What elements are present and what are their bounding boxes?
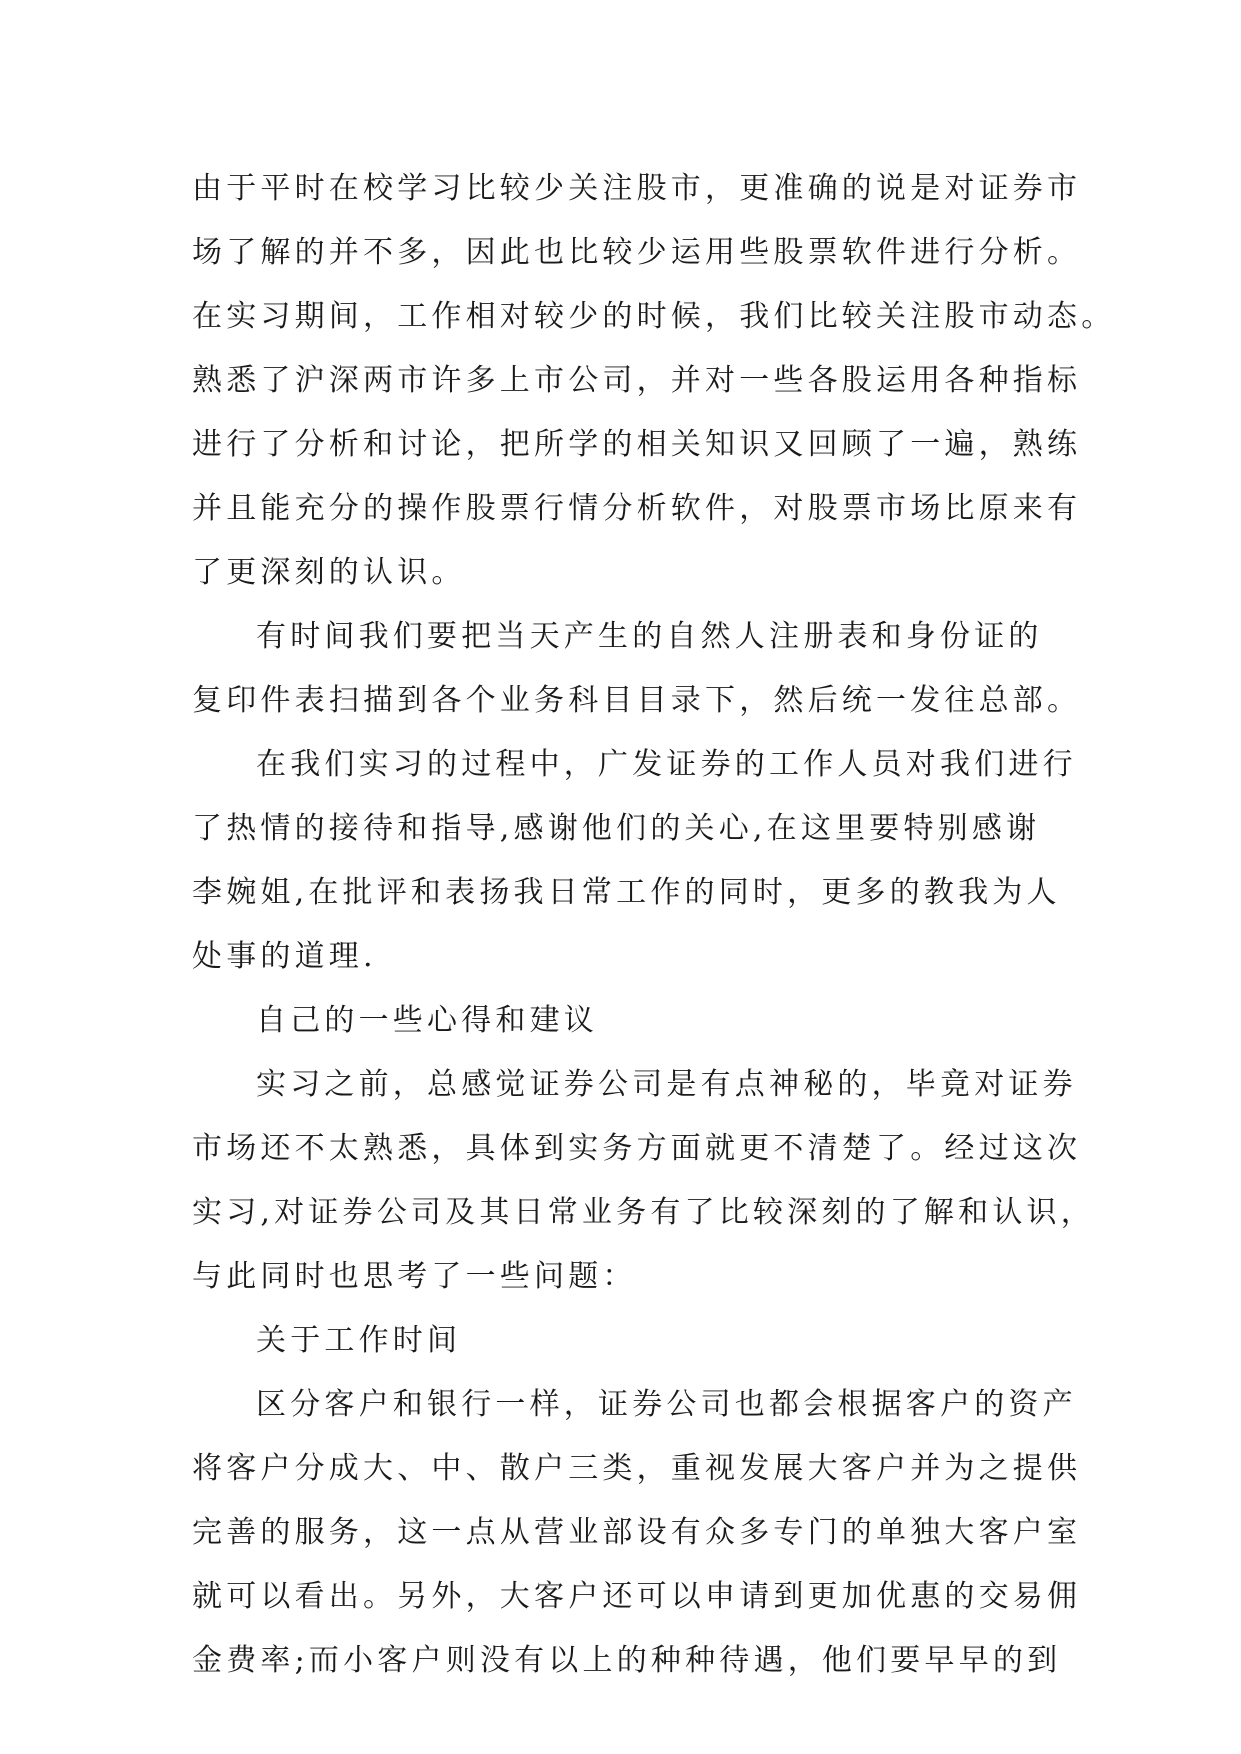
paragraph-start-line: 在我们实习的过程中，广发证券的工作人员对我们进行 xyxy=(256,747,1077,782)
text-line: 处事的道理. xyxy=(192,939,377,974)
text-line: 熟悉了沪深两市许多上市公司，并对一些各股运用各种指标 xyxy=(192,363,1082,398)
text-line: 由于平时在校学习比较少关注股市，更准确的说是对证券市 xyxy=(192,171,1082,206)
text-line: 场了解的并不多，因此也比较少运用些股票软件进行分析。 xyxy=(192,235,1082,270)
text-line: 实习,对证券公司及其日常业务有了比较深刻的了解和认识， xyxy=(192,1195,1095,1230)
paragraph-start-line: 区分客户和银行一样，证券公司也都会根据客户的资产 xyxy=(256,1387,1077,1422)
paragraph-start-line: 实习之前，总感觉证券公司是有点神秘的，毕竟对证券 xyxy=(256,1067,1077,1102)
text-line: 李婉姐,在批评和表扬我日常工作的同时，更多的教我为人 xyxy=(192,875,1061,910)
text-line: 就可以看出。另外，大客户还可以申请到更加优惠的交易佣 xyxy=(192,1579,1082,1614)
section-heading: 自己的一些心得和建议 xyxy=(256,1003,598,1038)
text-line: 在实习期间，工作相对较少的时候，我们比较关注股市动态。 xyxy=(192,299,1116,334)
text-line: 并且能充分的操作股票行情分析软件，对股票市场比原来有 xyxy=(192,491,1082,526)
text-line: 进行了分析和讨论，把所学的相关知识又回顾了一遍，熟练 xyxy=(192,427,1082,462)
text-line: 将客户分成大、中、散户三类，重视发展大客户并为之提供 xyxy=(192,1451,1082,1486)
paragraph-start-line: 有时间我们要把当天产生的自然人注册表和身份证的 xyxy=(256,619,1043,654)
text-line: 了热情的接待和指导,感谢他们的关心,在这里要特别感谢 xyxy=(192,811,1041,846)
text-line: 与此同时也思考了一些问题： xyxy=(192,1259,637,1294)
text-line: 完善的服务，这一点从营业部设有众多专门的单独大客户室 xyxy=(192,1515,1082,1550)
text-line: 金费率;而小客户则没有以上的种种待遇，他们要早早的到 xyxy=(192,1643,1062,1678)
text-line: 市场还不太熟悉，具体到实务方面就更不清楚了。经过这次 xyxy=(192,1131,1082,1166)
subsection-heading: 关于工作时间 xyxy=(256,1323,462,1358)
text-line: 了更深刻的认识。 xyxy=(192,555,466,590)
document-body xyxy=(192,157,1116,1693)
text-line: 复印件表扫描到各个业务科目目录下，然后统一发往总部。 xyxy=(192,683,1082,718)
